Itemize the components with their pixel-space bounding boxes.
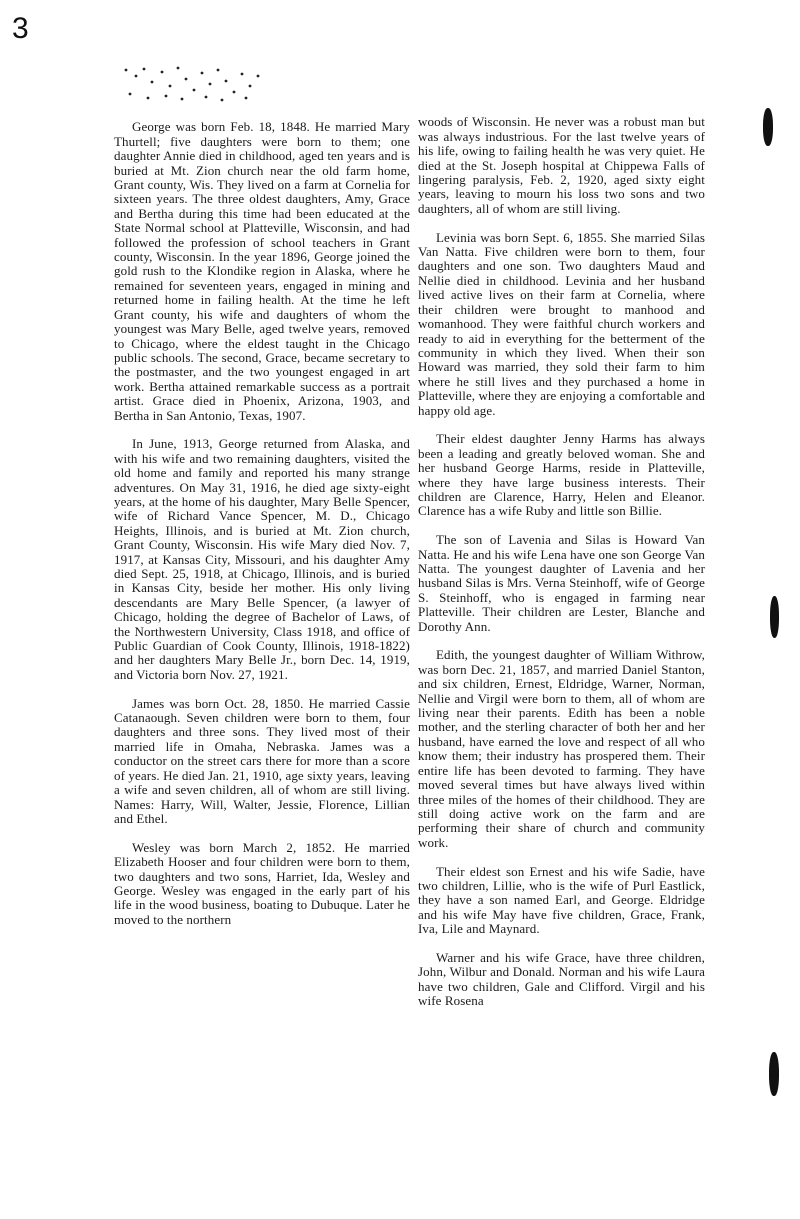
paragraph: Warner and his wife Grace, have three children, John, Wilbur and Donald. Norman and his wife Laura have two children, Gale and Clifford. Virgil and his wife Rosena	[418, 949, 705, 1009]
paragraph: James was born Oct. 28, 1850. He married Cassie Catanaough. Seven children were born to them, four daughters and three sons. They lived most of their married life in Omaha, Nebraska. James was a conductor on the street cars there for more than a score of years. He died Jan. 21, 1910, age sixty years, leaving a wife and seven children, all of whom are still living. Names: Harry, Will, Walter, Jessie, Florence, Lillian and Ethel.	[114, 695, 410, 826]
scan-mark	[769, 1052, 779, 1096]
paragraph: George was born Feb. 18, 1848. He married Mary Thurtell; five daughters were born to them; one daughter Annie died in childhood, aged ten years and is buried at Mt. Zion church near the old farm home, Grant county, Wis. They lived on a farm at Cornelia for sixteen years. The three oldest daughters, Amy, Grace and Bertha during this time had been educated at the State Normal school at Platteville, Wisconsin, and had followed the profession of school teachers in Grant county, Wisconsin. In the year 1896, George joined the gold rush to the Klondike region in Alaska, where he remained for seventeen years, engaged in mining and returned home in failing health. At the time he left Grant county, his wife and daughters of whom the youngest was Mary Belle, aged twelve years, removed to Chicago, where the eldest taught in the Chicago public schools. The second, Grace, became secretary to the postmaster, and the two youngest engaged in art work. Bertha attained remarkable success as a portrait artist. Grace died in Phoenix, Arizona, 1903, and Bertha in San Antonio, Texas, 1907.	[114, 119, 410, 423]
paragraph: Levinia was born Sept. 6, 1855. She married Silas Van Natta. Five children were born to them, four daughters and one son. Two daughters Maud and Nellie died in childhood. Levinia and her husband lived active lives on their farm at Cornelia, where their children were brought to manhood and womanhood. They were faithful church workers and ready to aid in everything for the betterment of the community in which they lived. When their son Howard was married, they sold their farm to him where he still lives and they purchased a home in Platteville, where they are enjoying a comfortable and happy old age.	[418, 229, 705, 418]
paragraph: Their eldest son Ernest and his wife Sadie, have two children, Lillie, who is the wife of Purl Eastlick, they have a son named Earl, and George. Eldridge and his wife May have five children, Grace, Frank, Iva, Lile and Maynard.	[418, 863, 705, 937]
paragraph: In June, 1913, George returned from Alaska, and with his wife and two remaining daughters, visited the old home and family and reported his many strange adventures. On May 31, 1916, he died age sixty-eight years, at the home of his daughter, Mary Belle Spencer, wife of Richard Vance Spencer, M. D., Chicago Heights, Illinois, and is buried at Mt. Zion church, Grant County, Wisconsin. His wife Mary died Nov. 7, 1917, at Kansas City, Missouri, and his daughter Amy died Sept. 25, 1918, at Chicago, Illinois, and is buried in Kansas City, beside her mother. His only living descendants are Mary Belle Spencer, (a lawyer of Chicago, holding the degree of Bachelor of Laws, of the Northwestern University, Class 1918, and office of Public Guardian of Cook County, Illinois, 1918-1822) and her daughters Mary Belle Jr., born Dec. 14, 1919, and Victoria born Nov. 27, 1921.	[114, 436, 410, 682]
scan-mark	[763, 108, 773, 146]
decorative-dot-ornament	[118, 64, 268, 104]
paragraph: woods of Wisconsin. He never was a robust man but was always industrious. For the last twelve years of his life, owing to failing health he was very quiet. He died at the St. Joseph hospital at Chippewa Falls of lingering paralysis, Feb. 2, 1920, aged sixty eight years, leaving to mourn his loss two sons and two daughters, all of whom are still living.	[418, 114, 705, 216]
paragraph: Their eldest daughter Jenny Harms has always been a leading and greatly beloved woman. She and her husband George Harms, reside in Platteville, where they have large business interests. Their children are Clarence, Harry, Helen and Eleanor. Clarence has a wife Ruby and little son Billie.	[418, 431, 705, 519]
paragraph: Edith, the youngest daughter of William Withrow, was born Dec. 21, 1857, and married Daniel Stanton, and six children, Ernest, Eldridge, Warner, Norman, Nellie and Virgil were born to them, all of whom are living near their parents. Edith has been a noble mother, and the sterling character of both her and her husband, have earned the love and respect of all who know them; their industry has prospered them. Their entire life has been devoted to farming. They have moved several times but have always lived within three miles of the homes of their childhood. They are still doing active work on the farm and are performing their share of church and community work.	[418, 647, 705, 850]
paragraph: The son of Lavenia and Silas is Howard Van Natta. He and his wife Lena have one son George Van Natta. The youngest daughter of Lavenia and her husband Silas is Mrs. Verna Steinhoff, wife of George S. Steinhoff, who is engaged in farming near Platteville. Their children are Lester, Blanche and Dorothy Ann.	[418, 532, 705, 634]
article-column-right	[418, 101, 705, 1023]
article-column-left	[114, 106, 410, 942]
page-number: 3	[12, 12, 29, 45]
scan-mark	[770, 596, 779, 638]
paragraph: Wesley was born March 2, 1852. He married Elizabeth Hooser and four children were born to them, two daughters and two sons, Harriet, Ida, Wesley and George. Wesley was engaged in the early part of his life in the wood business, boating to Dubuque. Later he moved to the northern	[114, 839, 410, 927]
